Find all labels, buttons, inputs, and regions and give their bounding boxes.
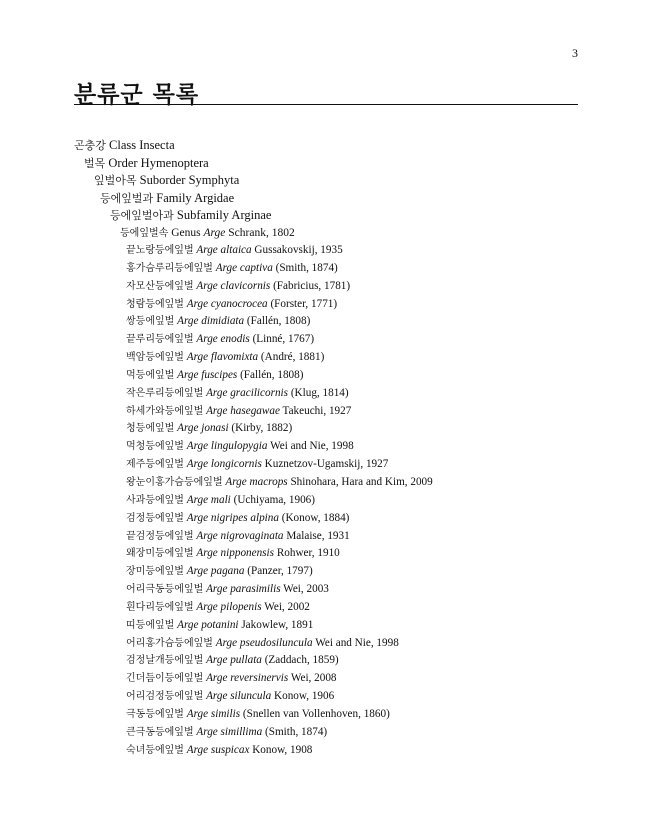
subfamily-name: Arginae <box>231 208 272 222</box>
species-korean-name: 흰다리등에잎벌 <box>126 601 194 613</box>
class-rank: Class <box>109 138 137 152</box>
species-korean-name: 어리극동등에잎벌 <box>126 584 204 596</box>
species-item <box>74 278 594 296</box>
species-author: (Smith, 1874) <box>275 261 338 274</box>
subfamily-rank: Subfamily <box>176 208 229 222</box>
species-item <box>74 581 594 599</box>
species-scientific-name: Arge longicornis <box>186 458 262 471</box>
species-korean-name: 하세가와등에잎벌 <box>126 405 204 417</box>
species-scientific-name: Arge pilopenis <box>196 600 262 613</box>
species-author: (Konow, 1884) <box>281 511 350 524</box>
species-author: (Linné, 1767) <box>252 333 315 346</box>
species-author: Kuznetzov-Ugamskij, 1927 <box>264 458 389 471</box>
species-korean-name: 검정등에잎벌 <box>126 512 184 524</box>
species-author: (Forster, 1771) <box>270 297 338 310</box>
species-item <box>74 635 594 653</box>
species-scientific-name: Arge dimidiata <box>177 315 245 328</box>
species-korean-name: 긴더듬이등에잎벌 <box>126 673 204 685</box>
species-scientific-name: Arge nipponensis <box>196 547 275 560</box>
species-scientific-name: Arge pseudosiluncula <box>215 636 313 649</box>
species-scientific-name: Arge similis <box>186 707 241 720</box>
genus-name: Arge <box>203 226 226 239</box>
species-scientific-name: Arge clavicornis <box>196 279 271 292</box>
genus-line <box>74 225 594 243</box>
species-korean-name: 극동등에잎벌 <box>126 708 184 720</box>
species-item <box>74 242 594 260</box>
species-author: Rohwer, 1910 <box>276 547 340 560</box>
species-scientific-name: Arge enodis <box>196 333 250 346</box>
species-scientific-name: Arge suspicax <box>186 743 250 756</box>
species-item <box>74 474 594 492</box>
species-author: (Snellen van Vollenhoven, 1860) <box>242 707 390 720</box>
species-item <box>74 545 594 563</box>
species-scientific-name: Arge flavomixta <box>186 351 259 364</box>
species-scientific-name: Arge captiva <box>215 261 273 274</box>
species-item <box>74 420 594 438</box>
species-scientific-name: Arge cyanocrocea <box>186 297 268 310</box>
species-item <box>74 492 594 510</box>
species-item <box>74 599 594 617</box>
species-scientific-name: Arge mali <box>186 493 231 506</box>
species-scientific-name: Arge nigrovaginata <box>196 529 284 542</box>
species-author: (Uchiyama, 1906) <box>233 493 315 506</box>
species-item <box>74 724 594 742</box>
species-item <box>74 706 594 724</box>
species-author: Wei, 2008 <box>290 672 337 685</box>
species-korean-name: 제주등에잎벌 <box>126 459 184 471</box>
species-item <box>74 510 594 528</box>
family-rank: Family <box>156 190 192 205</box>
species-item <box>74 652 594 670</box>
species-item <box>74 385 594 403</box>
order-line <box>74 155 594 173</box>
species-korean-name: 어리홍가슴등에잎벌 <box>126 637 213 649</box>
species-item <box>74 349 594 367</box>
genus-author: Schrank, 1802 <box>228 226 295 239</box>
suborder-rank: Suborder <box>139 173 186 187</box>
species-scientific-name: Arge altaica <box>196 244 252 256</box>
species-korean-name: 홍가슴루리등에잎벌 <box>126 262 213 274</box>
species-item <box>74 617 594 635</box>
species-author: (Klug, 1814) <box>290 386 349 399</box>
species-korean-name: 먹등에잎벌 <box>126 369 175 381</box>
species-author: Konow, 1906 <box>274 690 335 703</box>
species-item <box>74 456 594 474</box>
species-korean-name: 끝검정등에잎벌 <box>126 530 194 542</box>
species-list <box>74 242 594 759</box>
species-item <box>74 742 594 760</box>
species-scientific-name: Arge fuscipes <box>177 368 238 381</box>
species-item <box>74 331 594 349</box>
species-korean-name: 쌍등에잎벌 <box>126 316 175 328</box>
species-korean-name: 먹청등에잎벌 <box>126 441 184 453</box>
class-name: Insecta <box>139 138 175 152</box>
subfamily-line <box>74 207 594 225</box>
species-korean-name: 숙녀등에잎벌 <box>126 744 184 756</box>
species-korean-name: 띠등에잎벌 <box>126 619 175 631</box>
species-korean-name: 자모산등에잎벌 <box>126 280 194 292</box>
species-item <box>74 403 594 421</box>
species-author: Shinohara, Hara and Kim, 2009 <box>290 475 433 488</box>
species-author: Jakowlew, 1891 <box>241 618 314 631</box>
family-line <box>74 190 594 208</box>
species-korean-name: 작은루리등에잎벌 <box>126 387 204 399</box>
genus-rank: Genus <box>171 226 201 239</box>
title-rule <box>74 104 578 105</box>
species-korean-name: 왜장미등에잎벌 <box>126 548 194 560</box>
order-rank: Order <box>108 155 138 170</box>
order-korean-name: 벌목 <box>84 156 106 170</box>
species-korean-name: 어리검정등에잎벌 <box>126 691 204 703</box>
species-scientific-name: Arge nigripes alpina <box>186 511 279 524</box>
species-author: Konow, 1908 <box>252 743 313 756</box>
species-korean-name: 검정날개등에잎벌 <box>126 655 204 667</box>
species-scientific-name: Arge macrops <box>225 475 288 488</box>
family-korean-name: 등에잎벌과 <box>100 191 154 205</box>
species-author: (André, 1881) <box>260 351 325 364</box>
species-korean-name: 끝노랑등에잎벌 <box>126 245 194 256</box>
species-item <box>74 688 594 706</box>
species-author: (Panzer, 1797) <box>247 565 313 578</box>
class-line <box>74 137 594 155</box>
species-item <box>74 563 594 581</box>
species-item <box>74 367 594 385</box>
species-scientific-name: Arge gracilicornis <box>206 386 289 399</box>
species-author: Gussakovskij, 1935 <box>254 244 343 256</box>
species-author: (Kirby, 1882) <box>231 422 293 435</box>
suborder-korean-name: 잎벌아목 <box>94 174 137 187</box>
species-item <box>74 438 594 456</box>
family-name: Argidae <box>194 190 235 205</box>
species-author: Malaise, 1931 <box>286 529 350 542</box>
species-scientific-name: Arge hasegawae <box>206 404 280 417</box>
order-name: Hymenoptera <box>140 155 209 170</box>
species-korean-name: 청등에잎벌 <box>126 423 175 435</box>
species-author: (Fabricius, 1781) <box>273 279 351 292</box>
species-author: Wei, 2003 <box>283 583 329 596</box>
species-korean-name: 끝루리등에잎벌 <box>126 334 194 346</box>
species-korean-name: 사과등에잎벌 <box>126 494 184 506</box>
species-item <box>74 260 594 278</box>
species-korean-name: 백암등에잎벌 <box>126 352 184 364</box>
species-author: (Smith, 1874) <box>265 725 328 738</box>
species-author: (Fallén, 1808) <box>246 315 311 328</box>
species-item <box>74 670 594 688</box>
species-author: Wei and Nie, 1998 <box>315 636 399 649</box>
species-author: (Fallén, 1808) <box>240 368 304 381</box>
taxonomy-list <box>74 137 594 759</box>
species-scientific-name: Arge simillima <box>196 725 263 738</box>
species-scientific-name: Arge reversinervis <box>206 672 289 685</box>
species-item <box>74 313 594 331</box>
subfamily-korean-name: 등에잎벌아과 <box>110 209 174 222</box>
species-author: Wei and Nie, 1998 <box>270 440 354 453</box>
class-korean-name: 곤충강 <box>74 139 106 152</box>
page-title: 분류군 목록 <box>74 82 200 108</box>
suborder-line <box>74 172 594 190</box>
species-item <box>74 296 594 314</box>
species-author: Wei, 2002 <box>264 600 310 613</box>
species-korean-name: 큰극동등에잎벌 <box>126 726 194 738</box>
species-author: Takeuchi, 1927 <box>282 404 352 417</box>
species-scientific-name: Arge potanini <box>177 618 239 631</box>
species-author: (Zaddach, 1859) <box>264 654 339 667</box>
species-korean-name: 청람등에잎벌 <box>126 298 184 310</box>
species-scientific-name: Arge lingulopygia <box>186 440 268 453</box>
species-scientific-name: Arge pullata <box>206 654 262 667</box>
species-scientific-name: Arge parasimilis <box>206 583 281 596</box>
species-korean-name: 장미등에잎벌 <box>126 566 184 578</box>
species-scientific-name: Arge siluncula <box>206 690 272 703</box>
species-scientific-name: Arge jonasi <box>177 422 229 435</box>
species-scientific-name: Arge pagana <box>186 565 245 578</box>
genus-korean-name: 등에잎벌속 <box>120 227 169 239</box>
species-item <box>74 528 594 546</box>
page-number: 3 <box>572 46 578 60</box>
suborder-name: Symphyta <box>188 173 240 187</box>
species-korean-name: 왕눈이홍가슴등에잎벌 <box>126 476 223 488</box>
